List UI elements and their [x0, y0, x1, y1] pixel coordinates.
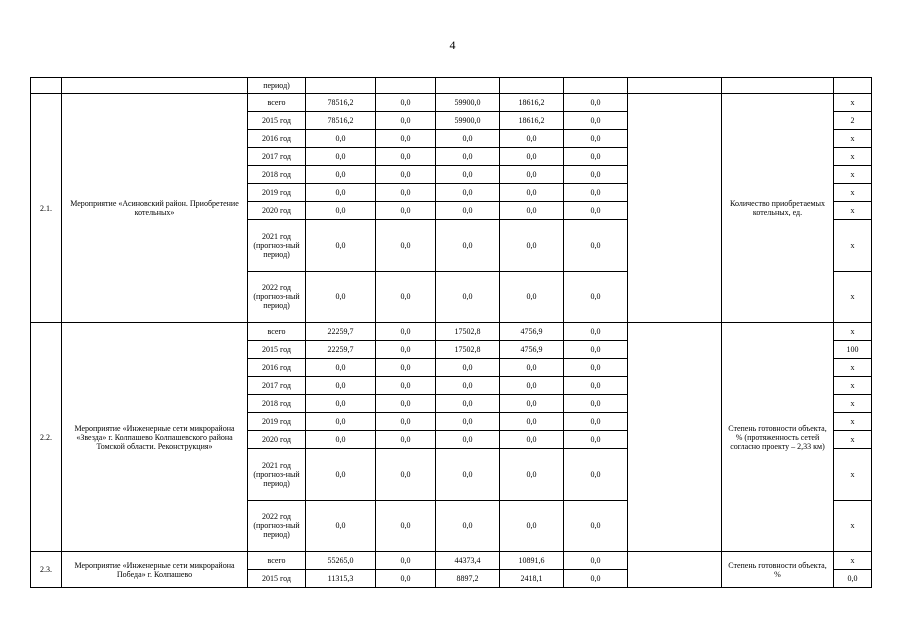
amount-cell: 0,0	[564, 323, 628, 341]
amount-cell: 17502,8	[436, 341, 500, 359]
amount-cell: 11315,3	[306, 570, 376, 588]
amount-cell: 0,0	[306, 413, 376, 431]
amount-cell: 0,0	[306, 500, 376, 552]
table-cell	[436, 78, 500, 94]
target-value-cell: x	[834, 148, 872, 166]
amount-cell: 0,0	[564, 377, 628, 395]
amount-cell: 0,0	[376, 552, 436, 570]
amount-cell: 0,0	[306, 184, 376, 202]
indicator-name: Степень готовности объекта, %	[722, 552, 834, 588]
table-cell	[628, 78, 722, 94]
amount-cell: 78516,2	[306, 112, 376, 130]
amount-cell: 2418,1	[500, 570, 564, 588]
year-cell: 2020 год	[248, 202, 306, 220]
amount-cell: 0,0	[376, 202, 436, 220]
amount-cell: 0,0	[564, 431, 628, 449]
amount-cell: 0,0	[500, 413, 564, 431]
target-value-cell: x	[834, 94, 872, 112]
year-cell: 2015 год	[248, 112, 306, 130]
amount-cell: 0,0	[564, 130, 628, 148]
target-value-cell: x	[834, 184, 872, 202]
amount-cell: 0,0	[376, 184, 436, 202]
amount-cell: 0,0	[376, 431, 436, 449]
amount-cell: 0,0	[500, 431, 564, 449]
year-cell: 2016 год	[248, 359, 306, 377]
amount-cell: 0,0	[500, 202, 564, 220]
amount-cell: 0,0	[564, 271, 628, 323]
indicator-name: Количество приобретаемых котельных, ед.	[722, 94, 834, 323]
year-cell: 2021 год (прогноз-ный период)	[248, 220, 306, 272]
empty-cell	[628, 94, 722, 323]
year-cell: всего	[248, 94, 306, 112]
amount-cell: 0,0	[436, 500, 500, 552]
amount-cell: 0,0	[376, 94, 436, 112]
table-cell	[722, 78, 834, 94]
year-cell: 2019 год	[248, 413, 306, 431]
amount-cell: 0,0	[436, 449, 500, 501]
year-cell: 2017 год	[248, 148, 306, 166]
amount-cell: 4756,9	[500, 323, 564, 341]
amount-cell: 0,0	[500, 130, 564, 148]
target-value-cell: x	[834, 130, 872, 148]
amount-cell: 0,0	[376, 341, 436, 359]
item-number: 2.1.	[31, 94, 62, 323]
amount-cell: 0,0	[436, 130, 500, 148]
amount-cell: 18616,2	[500, 94, 564, 112]
amount-cell: 0,0	[500, 271, 564, 323]
amount-cell: 17502,8	[436, 323, 500, 341]
target-value-cell: x	[834, 271, 872, 323]
item-number: 2.3.	[31, 552, 62, 588]
target-value-cell: x	[834, 166, 872, 184]
amount-cell: 0,0	[376, 112, 436, 130]
item-number: 2.2.	[31, 323, 62, 552]
amount-cell: 0,0	[376, 130, 436, 148]
year-cell: 2021 год (прогноз-ный период)	[248, 449, 306, 501]
amount-cell: 0,0	[306, 166, 376, 184]
amount-cell: 0,0	[376, 570, 436, 588]
empty-cell	[628, 323, 722, 552]
amount-cell: 0,0	[564, 449, 628, 501]
amount-cell: 0,0	[564, 413, 628, 431]
amount-cell: 0,0	[500, 220, 564, 272]
amount-cell: 0,0	[436, 166, 500, 184]
amount-cell: 0,0	[500, 449, 564, 501]
table-row	[31, 78, 872, 94]
amount-cell: 0,0	[376, 323, 436, 341]
amount-cell: 0,0	[376, 271, 436, 323]
empty-cell	[628, 552, 722, 588]
table-cell	[834, 78, 872, 94]
table-cell	[31, 78, 62, 94]
amount-cell: 0,0	[436, 431, 500, 449]
amount-cell: 0,0	[436, 377, 500, 395]
target-value-cell: x	[834, 500, 872, 552]
year-cell: 2018 год	[248, 395, 306, 413]
amount-cell: 0,0	[376, 148, 436, 166]
amount-cell: 0,0	[376, 220, 436, 272]
amount-cell: 0,0	[376, 395, 436, 413]
amount-cell: 0,0	[436, 220, 500, 272]
amount-cell: 55265,0	[306, 552, 376, 570]
target-value-cell: x	[834, 431, 872, 449]
table-cell	[500, 78, 564, 94]
amount-cell: 0,0	[376, 377, 436, 395]
table-cell	[306, 78, 376, 94]
target-value-cell: x	[834, 220, 872, 272]
amount-cell: 0,0	[564, 552, 628, 570]
amount-cell: 0,0	[500, 500, 564, 552]
amount-cell: 0,0	[306, 130, 376, 148]
amount-cell: 0,0	[564, 220, 628, 272]
year-cell: 2019 год	[248, 184, 306, 202]
amount-cell: 0,0	[500, 184, 564, 202]
amount-cell: 0,0	[564, 112, 628, 130]
target-value-cell: x	[834, 359, 872, 377]
target-value-cell: x	[834, 413, 872, 431]
amount-cell: 0,0	[376, 413, 436, 431]
target-value-cell: x	[834, 323, 872, 341]
amount-cell: 0,0	[500, 395, 564, 413]
amount-cell: 0,0	[376, 166, 436, 184]
amount-cell: 0,0	[306, 202, 376, 220]
amount-cell: 0,0	[500, 148, 564, 166]
target-value-cell: x	[834, 395, 872, 413]
amount-cell: 0,0	[500, 377, 564, 395]
amount-cell: 0,0	[436, 413, 500, 431]
amount-cell: 0,0	[564, 395, 628, 413]
year-cell: 2017 год	[248, 377, 306, 395]
target-value-cell: 100	[834, 341, 872, 359]
year-cell: 2020 год	[248, 431, 306, 449]
amount-cell: 0,0	[306, 431, 376, 449]
amount-cell: 78516,2	[306, 94, 376, 112]
amount-cell: 0,0	[306, 395, 376, 413]
amount-cell: 22259,7	[306, 323, 376, 341]
amount-cell: 4756,9	[500, 341, 564, 359]
amount-cell: 0,0	[306, 220, 376, 272]
table-cell	[564, 78, 628, 94]
year-cell: 2016 год	[248, 130, 306, 148]
amount-cell: 0,0	[564, 202, 628, 220]
target-value-cell: x	[834, 202, 872, 220]
amount-cell: 0,0	[564, 341, 628, 359]
page-number: 4	[449, 38, 456, 52]
measure-name: Мероприятие «Асиновский район. Приобретение котельных»	[62, 94, 248, 323]
amount-cell: 0,0	[436, 395, 500, 413]
amount-cell: 0,0	[306, 148, 376, 166]
target-value-cell: x	[834, 552, 872, 570]
target-value-cell: 2	[834, 112, 872, 130]
table-cell	[376, 78, 436, 94]
budget-table	[30, 77, 872, 588]
indicator-name: Степень готовности объекта, % (протяженность сетей согласно проекту – 2,33 км)	[722, 323, 834, 552]
year-cell: всего	[248, 552, 306, 570]
amount-cell: 0,0	[564, 166, 628, 184]
amount-cell: 22259,7	[306, 341, 376, 359]
amount-cell: 0,0	[436, 202, 500, 220]
amount-cell: 0,0	[436, 184, 500, 202]
amount-cell: 0,0	[376, 359, 436, 377]
amount-cell: 59900,0	[436, 94, 500, 112]
table-row	[31, 552, 872, 570]
amount-cell: 0,0	[306, 377, 376, 395]
measure-name: Мероприятие «Инженерные сети микрорайона «Звезда» г. Колпашево Колпашевского района Томской области. Реконструкция»	[62, 323, 248, 552]
amount-cell: 0,0	[306, 271, 376, 323]
year-cell: всего	[248, 323, 306, 341]
year-cell: 2018 год	[248, 166, 306, 184]
year-cell: 2022 год (прогноз-ный период)	[248, 271, 306, 323]
table-row	[31, 94, 872, 112]
amount-cell: 0,0	[500, 166, 564, 184]
amount-cell: 0,0	[564, 500, 628, 552]
amount-cell: 8897,2	[436, 570, 500, 588]
amount-cell: 44373,4	[436, 552, 500, 570]
amount-cell: 0,0	[436, 359, 500, 377]
target-value-cell: x	[834, 449, 872, 501]
amount-cell: 18616,2	[500, 112, 564, 130]
amount-cell: 0,0	[564, 148, 628, 166]
target-value-cell: 0,0	[834, 570, 872, 588]
amount-cell: 0,0	[436, 148, 500, 166]
amount-cell: 0,0	[376, 449, 436, 501]
year-cell: 2015 год	[248, 341, 306, 359]
amount-cell: 0,0	[564, 94, 628, 112]
year-cell: 2022 год (прогноз-ный период)	[248, 500, 306, 552]
amount-cell: 59900,0	[436, 112, 500, 130]
table-cell	[62, 78, 248, 94]
amount-cell: 0,0	[436, 271, 500, 323]
year-cell: период)	[248, 78, 306, 94]
measure-name: Мероприятие «Инженерные сети микрорайона Победа» г. Колпашево	[62, 552, 248, 588]
amount-cell: 0,0	[376, 500, 436, 552]
amount-cell: 10891,6	[500, 552, 564, 570]
year-cell: 2015 год	[248, 570, 306, 588]
amount-cell: 0,0	[564, 184, 628, 202]
amount-cell: 0,0	[500, 359, 564, 377]
amount-cell: 0,0	[306, 449, 376, 501]
target-value-cell: x	[834, 377, 872, 395]
amount-cell: 0,0	[564, 570, 628, 588]
table-row	[31, 323, 872, 341]
amount-cell: 0,0	[306, 359, 376, 377]
amount-cell: 0,0	[564, 359, 628, 377]
